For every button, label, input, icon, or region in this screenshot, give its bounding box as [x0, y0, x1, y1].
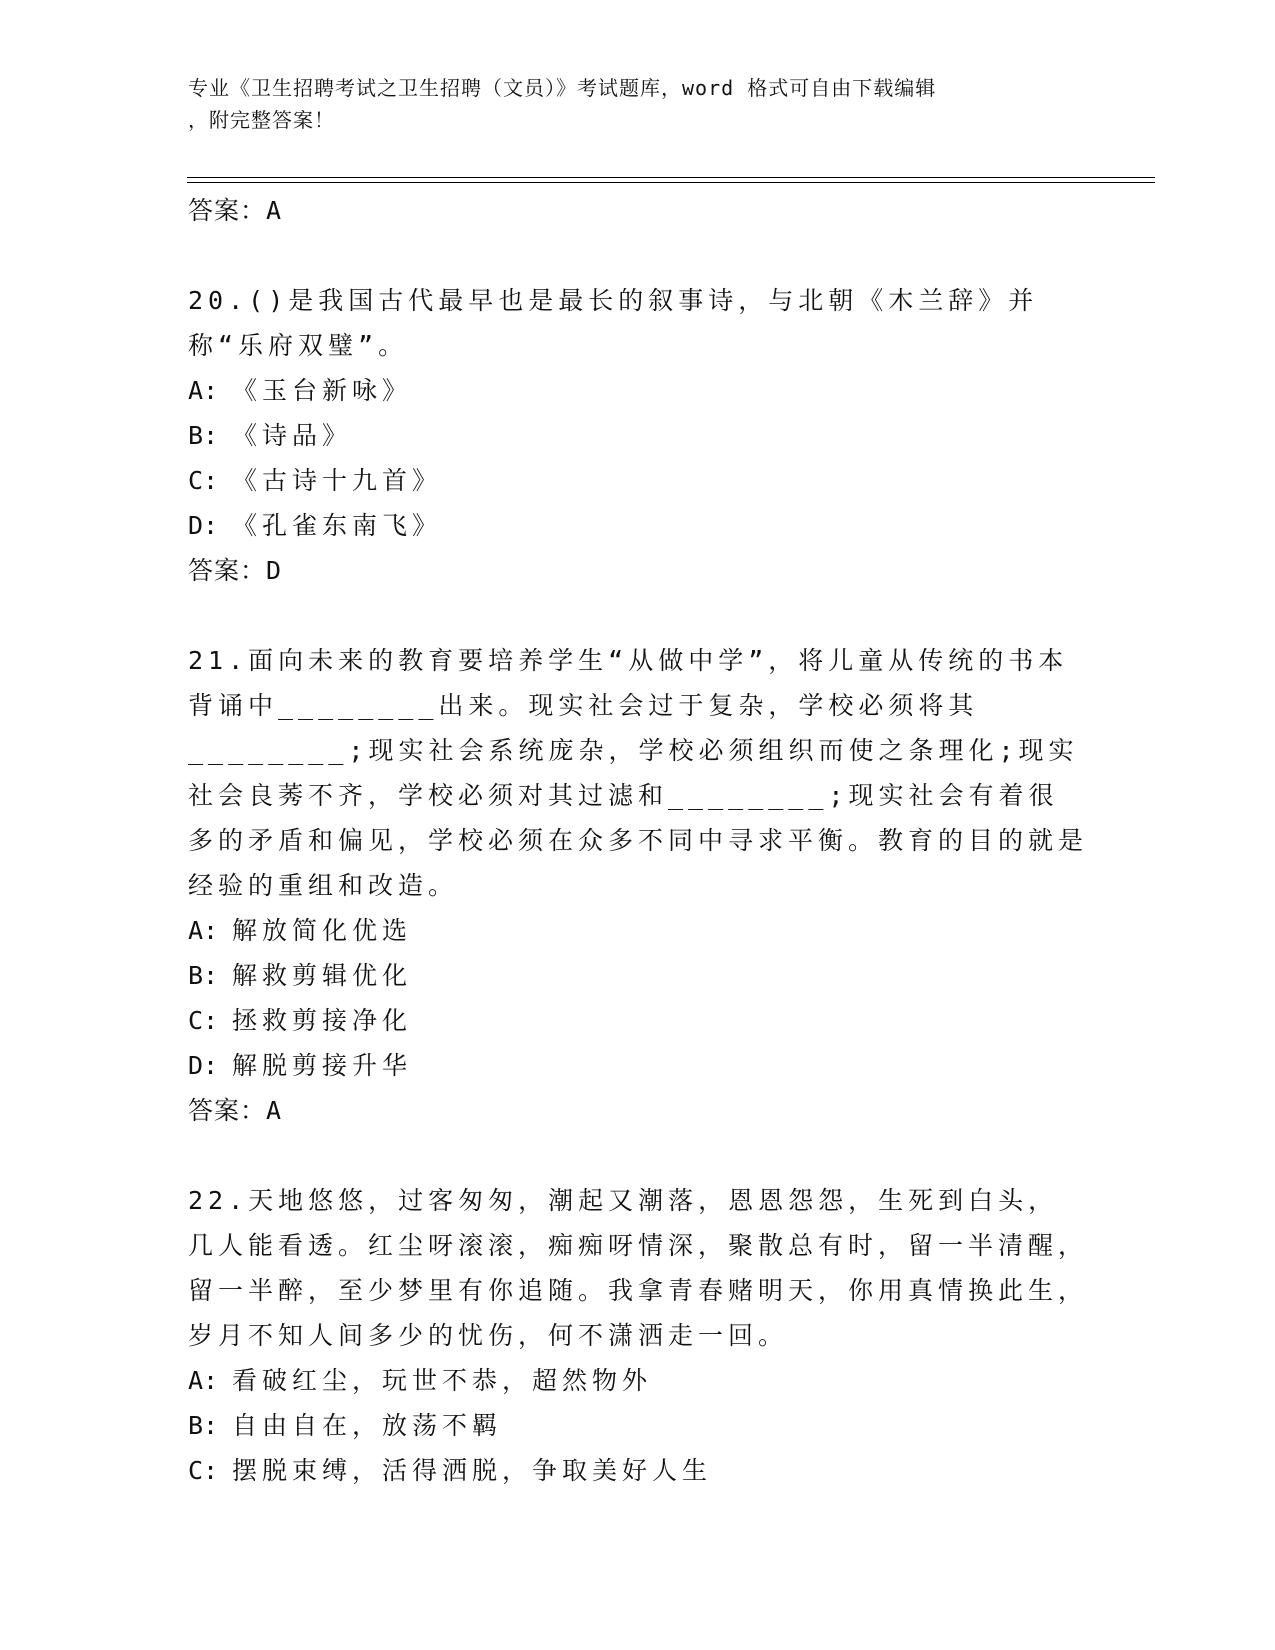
option-key: B:	[188, 421, 219, 450]
question-list	[188, 188, 1088, 1493]
option-c	[188, 458, 1088, 503]
option-key: C:	[188, 466, 219, 495]
previous-answer: 答案：A	[188, 196, 283, 225]
option-key: B:	[188, 1411, 219, 1440]
option-text: 看破红尘，玩世不恭，超然物外	[232, 1366, 653, 1395]
option-key: B:	[188, 961, 219, 990]
option-text: 解放简化优选	[232, 916, 413, 945]
answer: 答案：A	[188, 1096, 283, 1125]
option-text: 《诗品》	[232, 421, 353, 450]
header-line-2: ，附完整答案！	[188, 108, 335, 132]
header-line-1: 专业《卫生招聘考试之卫生招聘（文员）》考试题库，word 格式可自由下载编辑	[188, 76, 937, 100]
option-b	[188, 1403, 1088, 1448]
question-text: 22.天地悠悠，过客匆匆，潮起又潮落，恩恩怨怨，生死到白头，几人能看透。红尘呀滚滚，痴痴呀情深，聚散总有时，留一半清醒，留一半醉，至少梦里有你追随。我拿青春赌明天，你用真情换此生，岁月不知人间多少的忧伤，何不潇洒走一回。	[188, 1186, 1089, 1350]
question-text: 21.面向未来的教育要培养学生“从做中学”，将儿童从传统的书本背诵中________出来。现实社会过于复杂，学校必须将其________;现实社会系统庞杂，学校必须组织而使之条理化;现实社会良莠不齐，学校必须对其过滤和________;现实社会有着很多的矛盾和偏见，学校必须在众多不同中寻求平衡。教育的目的就是经验的重组和改造。	[188, 646, 1089, 900]
option-key: A:	[188, 376, 219, 405]
header-divider-top	[187, 177, 1155, 178]
option-text: 《玉台新咏》	[232, 376, 413, 405]
question-text: 20.()是我国古代最早也是最长的叙事诗，与北朝《木兰辞》并称“乐府双璧”。	[188, 286, 1039, 360]
option-text: 拯救剪接净化	[232, 1006, 413, 1035]
answer: 答案：D	[188, 556, 283, 585]
option-b	[188, 953, 1088, 998]
option-text: 解脱剪接升华	[232, 1051, 413, 1080]
option-key: D:	[188, 511, 219, 540]
option-c	[188, 998, 1088, 1043]
option-a	[188, 908, 1088, 953]
option-text: 《孔雀东南飞》	[232, 511, 443, 540]
option-key: C:	[188, 1006, 219, 1035]
page-header	[188, 72, 1068, 136]
question-22	[188, 1178, 1088, 1493]
option-key: A:	[188, 916, 219, 945]
option-d	[188, 503, 1088, 548]
question-21	[188, 638, 1088, 1134]
option-key: A:	[188, 1366, 219, 1395]
option-a	[188, 368, 1088, 413]
option-key: D:	[188, 1051, 219, 1080]
option-text: 自由自在，放荡不羁	[232, 1411, 503, 1440]
option-b	[188, 413, 1088, 458]
option-d	[188, 1043, 1088, 1088]
option-c	[188, 1448, 1088, 1493]
header-divider-bottom	[187, 182, 1155, 183]
option-text: 摆脱束缚，活得洒脱，争取美好人生	[232, 1456, 713, 1485]
option-key: C:	[188, 1456, 219, 1485]
option-text: 解救剪辑优化	[232, 961, 413, 990]
option-a	[188, 1358, 1088, 1403]
question-20	[188, 278, 1088, 594]
option-text: 《古诗十九首》	[232, 466, 443, 495]
